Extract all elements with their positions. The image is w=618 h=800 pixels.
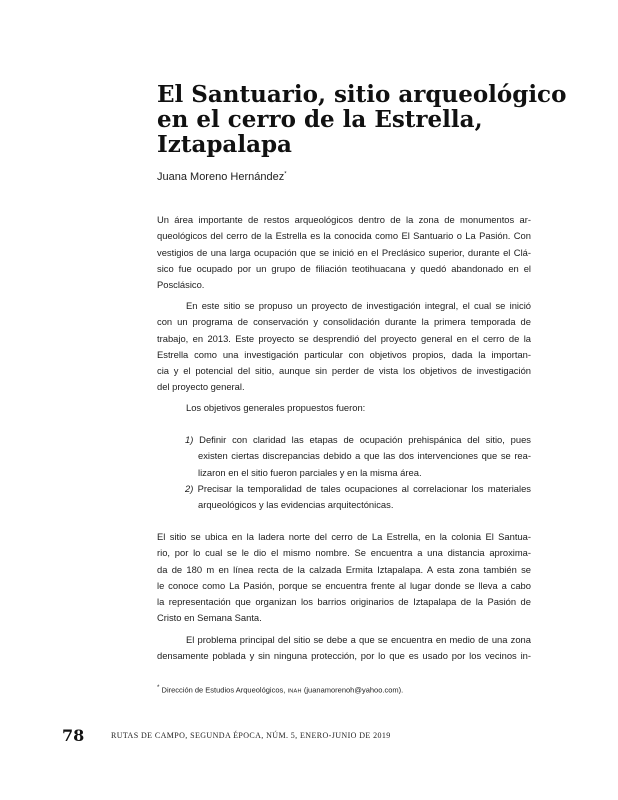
footnote-email: (juanamorenoh@yahoo.com). (303, 685, 404, 695)
text-line: sico fue ocupado por un grupo de filiación teotihuacana y quedó abandonado en el (157, 262, 531, 274)
list-text: Definir con claridad las etapas de ocupación prehispánica del sitio, pues (199, 434, 531, 445)
text-line: Un área importante de restos arqueológicos dentro de la zona de monumentos ar- (157, 214, 531, 225)
list-number: 2) (185, 483, 194, 494)
footnote (157, 684, 403, 695)
text-line: le conoce como La Pasión, porque se encuentra frente al lugar donde se lleva a cabo (157, 579, 531, 591)
text-line: En este sitio se propuso un proyecto de investigación integral, el cual se inició (186, 300, 531, 311)
paragraph-objectives-intro (157, 400, 531, 416)
text-line: El sitio se ubica en la ladera norte del cerro de La Estrella, en la colonia El Santua- (157, 531, 531, 542)
text-line: Cristo en Semana Santa. (157, 612, 262, 624)
list-number: 1) (185, 434, 194, 445)
author-name: Juana Moreno Hernández (157, 171, 285, 183)
title-line: Iztapalapa (157, 131, 292, 158)
text-line (185, 481, 531, 497)
text-line (185, 432, 531, 448)
paragraph-intro (157, 212, 531, 293)
page-footer (0, 726, 618, 746)
objective-list-item (187, 432, 531, 481)
paragraph-problem (157, 632, 531, 665)
page-number: 78 (62, 726, 85, 745)
paragraph-location (157, 529, 531, 627)
text-line: da de 180 m en línea recta de la calzada Ermita Iztapalapa. A esta zona también se (157, 563, 531, 575)
footnote-mark: * (157, 684, 160, 691)
text-line: queológicos del cerro de la Estrella es la conocida como El Santuario o La Pasión. Con (157, 230, 531, 242)
article-author (157, 171, 287, 183)
text-line: Estrella como una investigación particular con objetivos propios, dada la importan- (157, 348, 531, 360)
text-line: vestigios de una larga ocupación que se inició en el Preclásico superior, durante el Clá- (157, 246, 531, 258)
text-line: rio, por lo cual se le dio el mismo nombre. Se encuentra a una distancia aproxima- (157, 547, 531, 559)
text-line: la representación que organizan los barrios originarios de Iztapalapa de la Pasión de (157, 596, 531, 608)
footnote-institution: INAH (287, 688, 302, 695)
text-line: arqueológicos y las evidencias arquitectónicas. (198, 499, 394, 511)
text-line: densamente poblada y sin ninguna protección, por lo que es usado por los vecinos in- (157, 650, 531, 662)
text-line: trabajo, en 2013. Este proyecto se desprendió del proyecto general en el cerro de la (157, 332, 531, 344)
title-line: en el cerro de la Estrella, (157, 106, 483, 133)
text-line: Posclásico. (157, 279, 205, 291)
text-line: El problema principal del sitio se debe a que se encuentra en medio de una zona (186, 634, 531, 645)
text-line: del proyecto general. (157, 381, 245, 393)
list-text: Precisar la temporalidad de tales ocupaciones al correlacionar los materiales (197, 483, 531, 494)
text-line: existen ciertas discrepancias debido a que las dos intervenciones que se rea- (198, 450, 531, 462)
text-line: lizaron en el sitio fueron parciales y en la misma área. (198, 466, 422, 478)
article-title (157, 81, 567, 158)
text-line: Los objetivos generales propuestos fueron: (186, 402, 366, 413)
footnote-affiliation: Dirección de Estudios Arqueológicos, (161, 685, 286, 695)
title-line: El Santuario, sitio arqueológico (157, 81, 567, 108)
paragraph-project (157, 298, 531, 396)
text-line: con un programa de conservación y consolidación durante la primera temporada de (157, 316, 531, 328)
author-footnote-mark: * (284, 171, 287, 178)
text-line: cia y el potencial del sitio, aunque sin perder de vista los objetivos de investigación (157, 365, 531, 377)
running-footer: RUTAS DE CAMPO, SEGUNDA ÉPOCA, NÚM. 5, ENERO-JUNIO DE 2019 (111, 731, 391, 740)
objective-list-item (187, 481, 531, 514)
